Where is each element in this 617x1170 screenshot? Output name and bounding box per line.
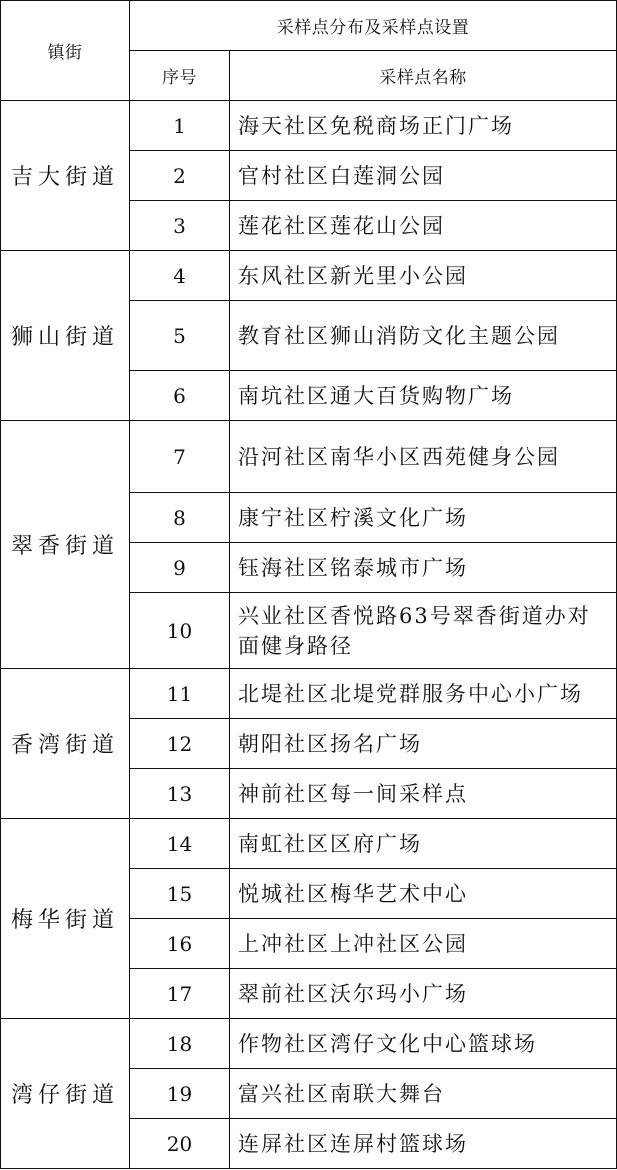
site-name-cell: 上冲社区上冲社区公园 <box>230 919 617 969</box>
seq-header: 序号 <box>130 51 230 101</box>
site-name-cell: 北堤社区北堤党群服务中心小广场 <box>230 669 617 719</box>
seq-cell: 12 <box>130 719 230 769</box>
seq-cell: 17 <box>130 969 230 1019</box>
table-row <box>1 421 617 493</box>
table-row <box>1 101 617 151</box>
seq-cell: 20 <box>130 1119 230 1169</box>
seq-cell: 13 <box>130 769 230 819</box>
seq-cell: 19 <box>130 1069 230 1119</box>
seq-cell: 1 <box>130 101 230 151</box>
site-name-cell: 南虹社区区府广场 <box>230 819 617 869</box>
site-name-cell: 钰海社区铭泰城市广场 <box>230 543 617 593</box>
header-row-top <box>1 1 617 51</box>
group-header: 采样点分布及采样点设置 <box>130 1 617 51</box>
site-name-cell: 作物社区湾仔文化中心篮球场 <box>230 1019 617 1069</box>
site-name-cell: 朝阳社区扬名广场 <box>230 719 617 769</box>
seq-cell: 7 <box>130 421 230 493</box>
seq-cell: 8 <box>130 493 230 543</box>
seq-cell: 4 <box>130 251 230 301</box>
seq-cell: 9 <box>130 543 230 593</box>
seq-cell: 18 <box>130 1019 230 1069</box>
table-body <box>1 1 617 1169</box>
site-name-cell: 教育社区狮山消防文化主题公园 <box>230 301 617 371</box>
seq-cell: 15 <box>130 869 230 919</box>
site-name-cell: 翠前社区沃尔玛小广场 <box>230 969 617 1019</box>
site-name-cell: 康宁社区柠溪文化广场 <box>230 493 617 543</box>
name-header: 采样点名称 <box>230 51 617 101</box>
town-cell: 吉大街道 <box>1 101 130 251</box>
site-name-cell: 官村社区白莲洞公园 <box>230 151 617 201</box>
seq-cell: 6 <box>130 371 230 421</box>
town-cell: 翠香街道 <box>1 421 130 669</box>
seq-cell: 3 <box>130 201 230 251</box>
town-cell: 梅华街道 <box>1 819 130 1019</box>
site-name-cell: 海天社区免税商场正门广场 <box>230 101 617 151</box>
site-name-cell: 南坑社区通大百货购物广场 <box>230 371 617 421</box>
site-name-cell: 连屏社区连屏村篮球场 <box>230 1119 617 1169</box>
seq-cell: 14 <box>130 819 230 869</box>
town-cell: 香湾街道 <box>1 669 130 819</box>
site-name-cell: 兴业社区香悦路63号翠香街道办对面健身路径 <box>230 593 617 669</box>
site-name-cell: 东风社区新光里小公园 <box>230 251 617 301</box>
table-row <box>1 669 617 719</box>
site-name-cell: 富兴社区南联大舞台 <box>230 1069 617 1119</box>
site-name-cell: 莲花社区莲花山公园 <box>230 201 617 251</box>
table-row <box>1 1019 617 1069</box>
town-header: 镇街 <box>1 1 130 101</box>
site-name-cell: 悦城社区梅华艺术中心 <box>230 869 617 919</box>
town-cell: 湾仔街道 <box>1 1019 130 1169</box>
seq-cell: 10 <box>130 593 230 669</box>
town-cell: 狮山街道 <box>1 251 130 421</box>
site-name-cell: 神前社区每一间采样点 <box>230 769 617 819</box>
seq-cell: 5 <box>130 301 230 371</box>
table-row <box>1 819 617 869</box>
table-row <box>1 251 617 301</box>
site-name-cell: 沿河社区南华小区西苑健身公园 <box>230 421 617 493</box>
seq-cell: 16 <box>130 919 230 969</box>
seq-cell: 2 <box>130 151 230 201</box>
seq-cell: 11 <box>130 669 230 719</box>
